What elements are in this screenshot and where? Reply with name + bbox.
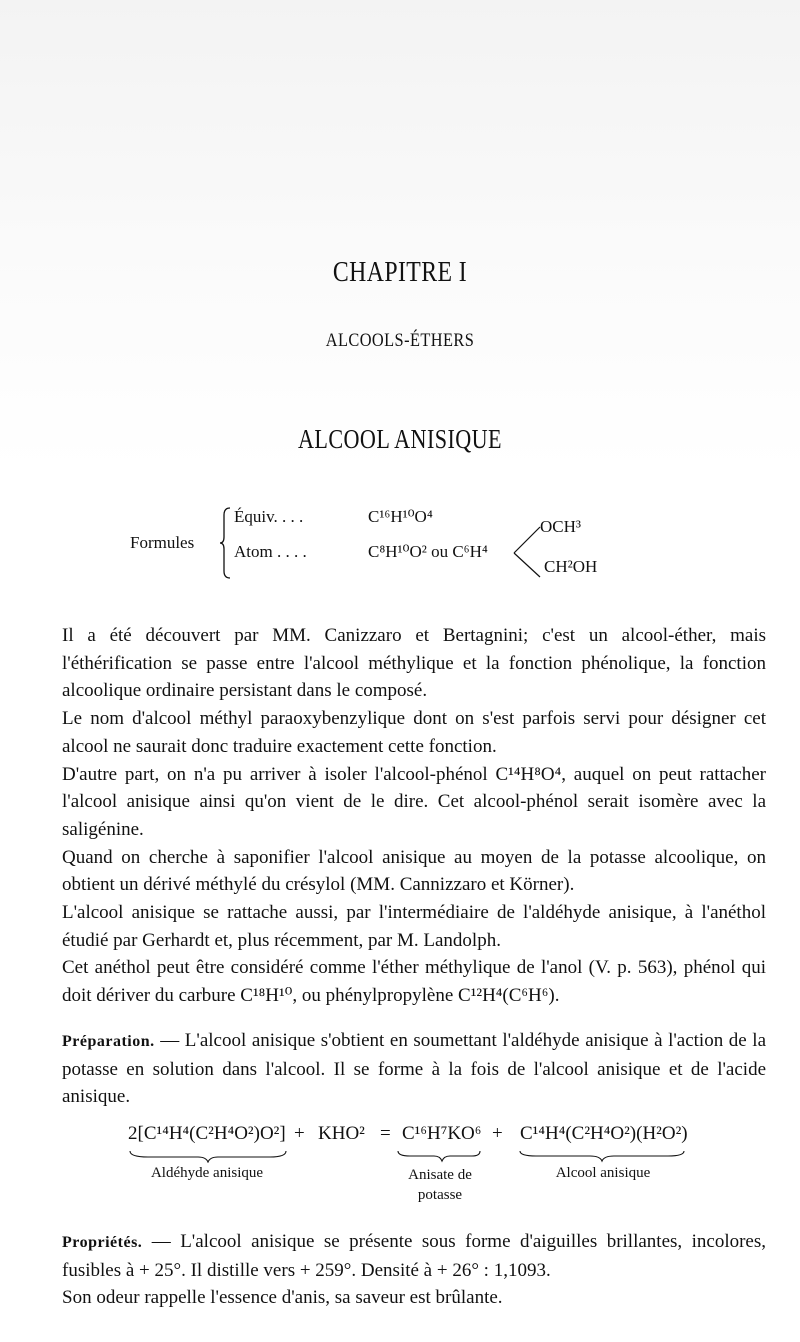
eq-equals: =: [380, 1123, 391, 1144]
formula-row1-name: Équiv. . . .: [234, 507, 304, 526]
paragraph: Le nom d'alcool méthyl paraoxybenzylique dont on s'est parfois servi pour désigner cet alcool ne saurait donc traduire exactement cette fonction.: [62, 708, 766, 757]
properties-text: — L'alcool anisique se présente sous forme d'aiguilles brillantes, incolores, fusibles à + 25°. Il distille vers + 259°. Densité à + 26° : 1,1093.: [62, 1231, 766, 1281]
preparation-text: — L'alcool anisique s'obtient en soumettant l'aldéhyde anisique à l'action de la potasse en solution dans l'alcool. Il se forme à la fois de l'alcool anisique et de l'acide anisique.: [62, 1030, 767, 1108]
paragraph: D'autre part, on n'a pu arriver à isoler l'alcool-phénol C¹⁴H⁸O⁴, auquel on peut rattacher l'alcool anisique ainsi qu'on vient de le dire. Cet alcool-phénol serait isomère avec la saligénine.: [62, 763, 766, 840]
properties-label: Propriétés.: [62, 1234, 143, 1251]
properties-paragraph: [62, 1228, 766, 1312]
branch-lines-icon: [512, 523, 542, 579]
brace-icon: [220, 507, 234, 579]
underbrace-icons: [128, 1149, 688, 1163]
eq-label-alcool: Alcool anisique: [555, 1165, 651, 1181]
paragraph: Quand on cherche à saponifier l'alcool anisique au moyen de la potasse alcoolique, on obtient un dérivé méthylé du crésylol (MM. Cannizzaro et Körner).: [62, 846, 766, 896]
paragraph: Il a été découvert par MM. Canizzaro et Bertagnini; c'est un alcool-éther, mais l'éthérification se passe entre l'alcool méthylique et la fonction phénolique, la fonction alcoolique ordinaire persistant dans le composé.: [62, 625, 766, 702]
show-through-background: [0, 0, 800, 470]
chapter-heading: CHAPITRE I: [332, 256, 468, 288]
eq-label-aldehyde: Aldéhyde anisique: [150, 1165, 264, 1181]
formula-block: [130, 505, 690, 595]
formula-row2-name: Atom . . . .: [234, 542, 307, 561]
formula-label: Formules: [130, 533, 195, 552]
formula-row1-value: C¹⁶H¹⁰O⁴: [368, 507, 433, 526]
preparation-label: Préparation.: [62, 1033, 155, 1050]
eq-label-anisate: Anisate de potasse: [408, 1167, 472, 1203]
formula-row2-value: C⁸H¹⁰O² ou C⁶H⁴: [368, 542, 488, 561]
eq-term3: C¹⁶H⁷KO⁶: [402, 1123, 482, 1144]
section-heading: ALCOOLS-ÉTHERS: [325, 330, 475, 351]
reaction-equation: [128, 1123, 688, 1213]
eq-term2: KHO²: [318, 1123, 365, 1144]
eq-term4: C¹⁴H⁴(C²H⁴O²)(H²O²): [520, 1123, 688, 1144]
formula-branch-bottom: CH²OH: [544, 557, 598, 576]
formula-branch-top: OCH³: [540, 517, 581, 536]
eq-plus1: +: [294, 1123, 305, 1144]
preparation-paragraph: [62, 1027, 766, 1111]
paragraph: L'alcool anisique se rattache aussi, par l'intermédiaire de l'aldéhyde anisique, à l'anéthol étudié par Gerhardt et, plus récemment, par M. Landolph.: [62, 902, 766, 951]
subheading: ALCOOL ANISIQUE: [298, 424, 502, 454]
paragraph: Cet anéthol peut être considéré comme l'éther méthylique de l'anol (V. p. 563), phénol qui doit dériver du carbure C¹⁸H¹⁰, ou phénylpropylène C¹²H⁴(C⁶H⁶).: [62, 957, 766, 1007]
eq-term1: 2[C¹⁴H⁴(C²H⁴O²)O²]: [128, 1123, 286, 1144]
body-text: [62, 622, 766, 1010]
eq-plus2: +: [492, 1123, 503, 1144]
properties-text2: Son odeur rappelle l'essence d'anis, sa saveur est brûlante.: [62, 1287, 503, 1309]
